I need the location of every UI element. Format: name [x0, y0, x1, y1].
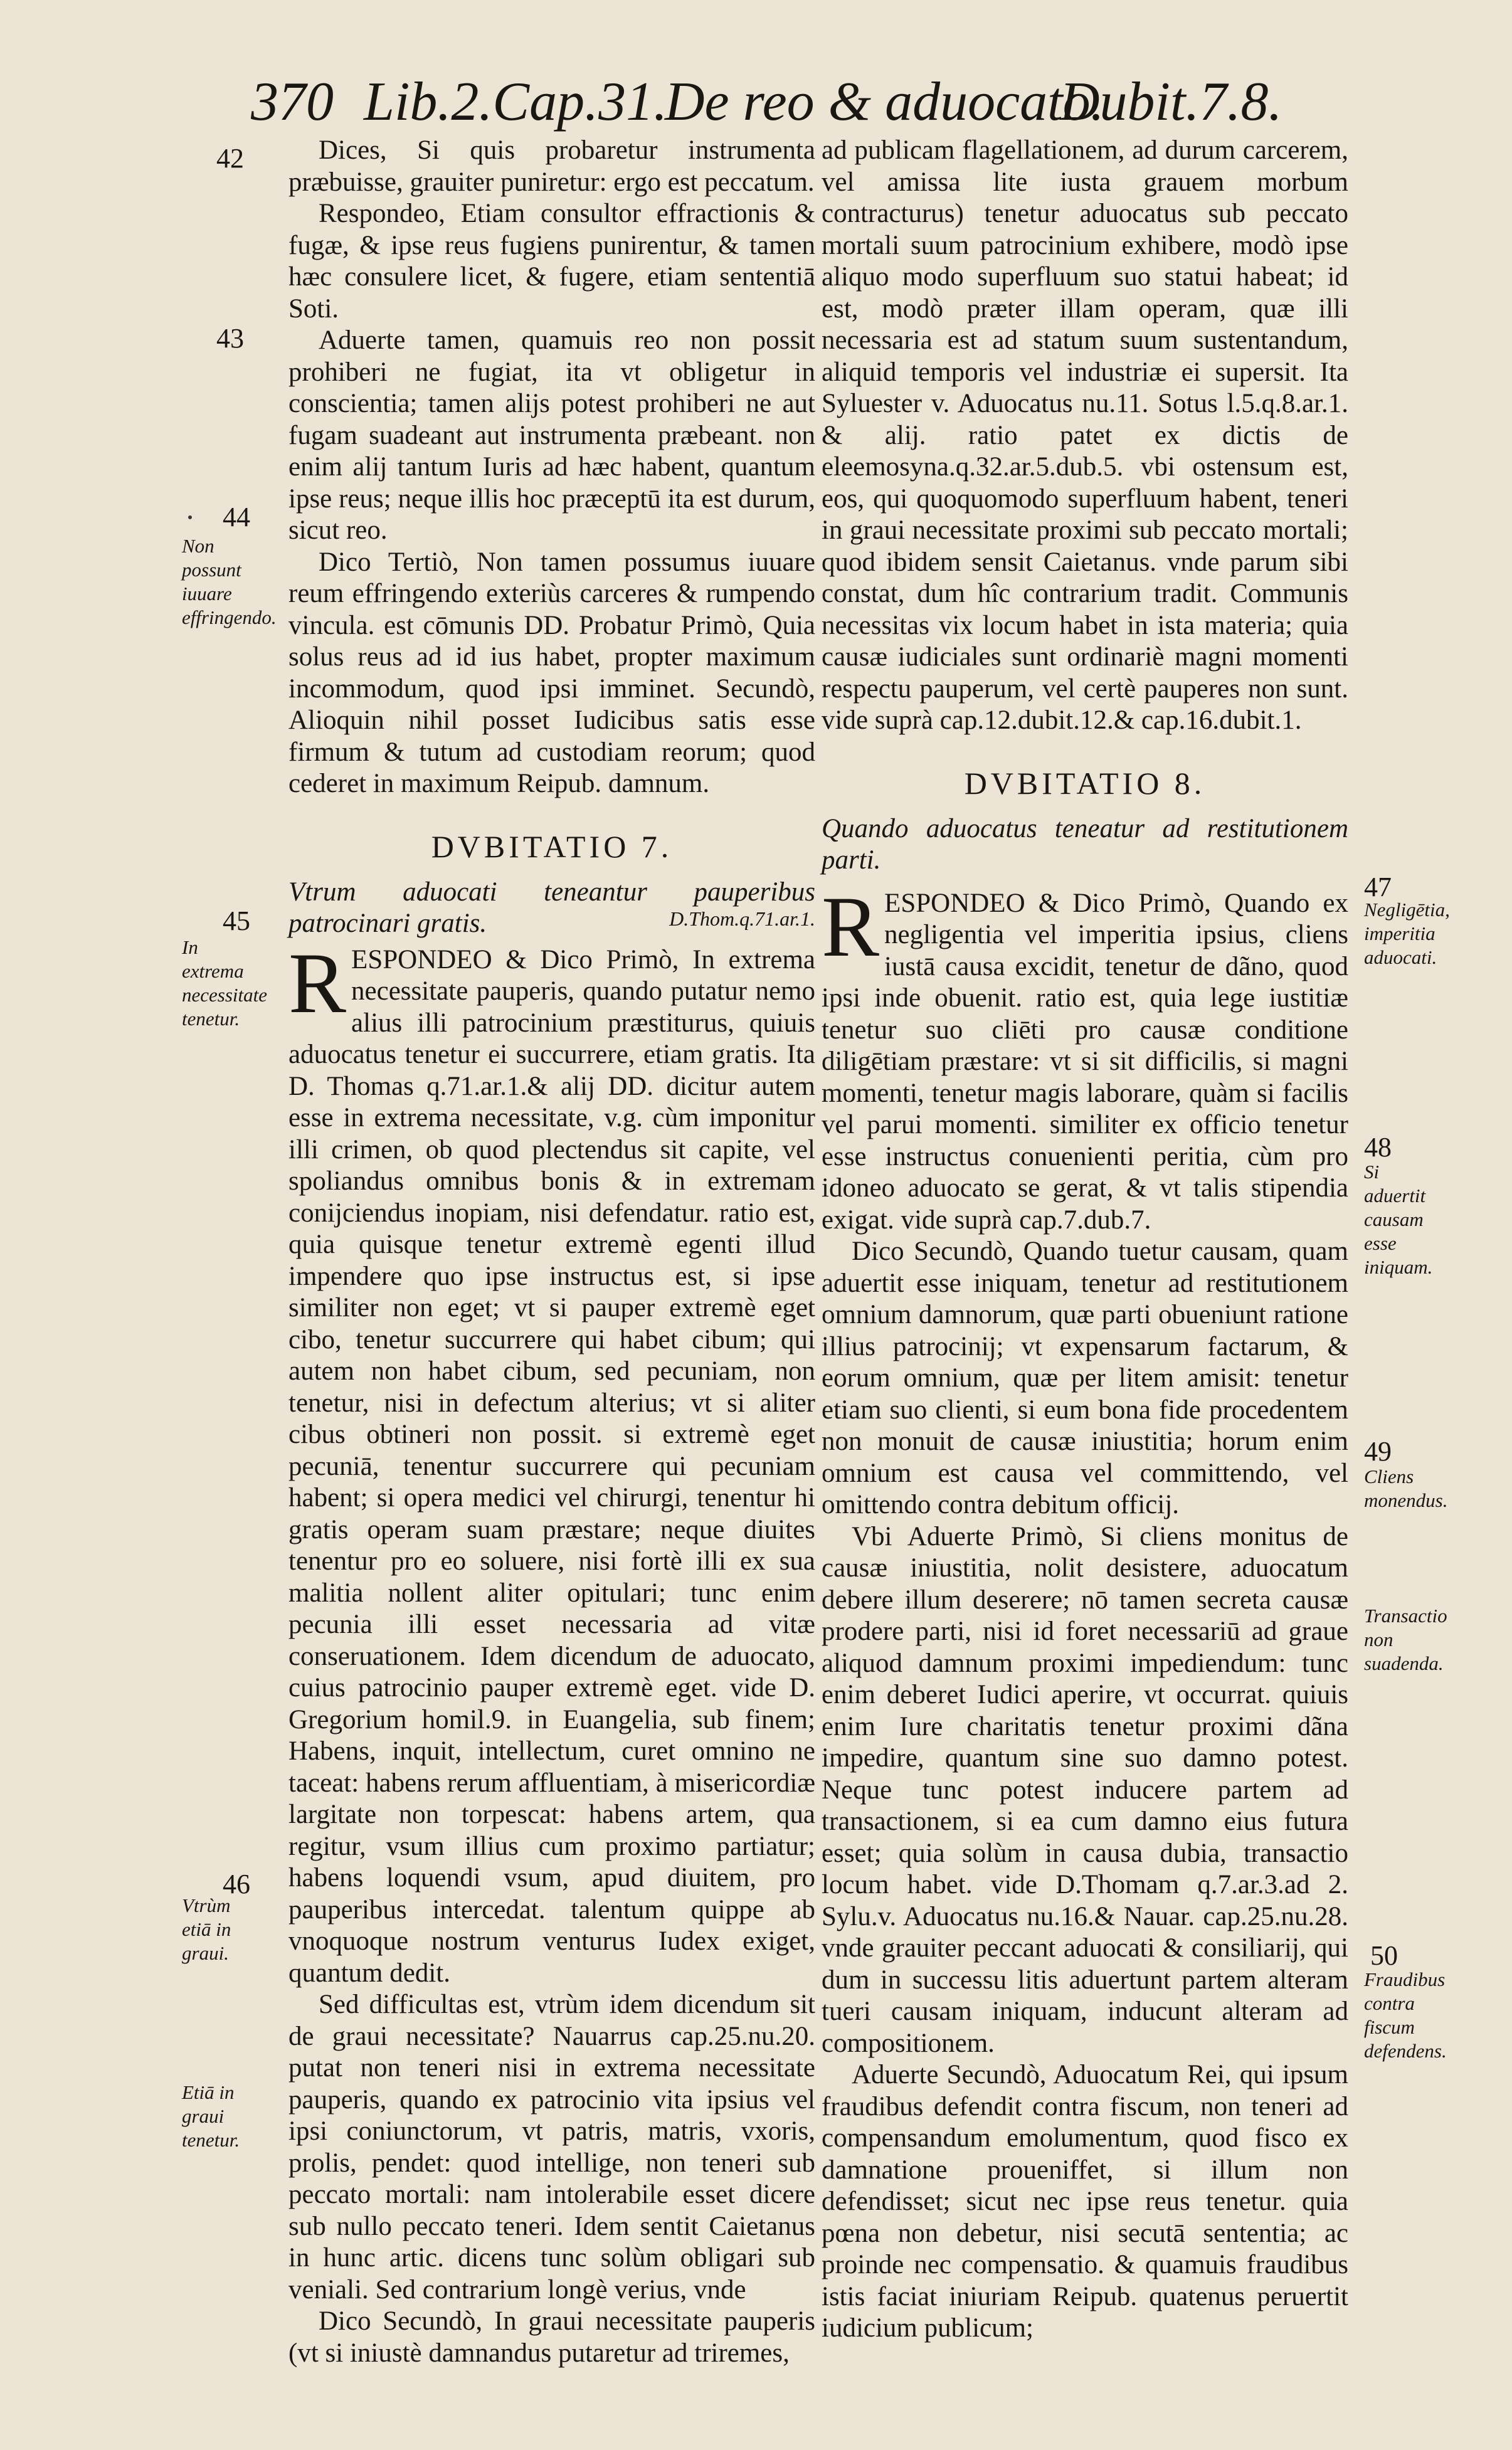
paragraph-46: Sed difficultas est, vtrùm idem dicendum sit de graui necessitate? Nauarrus cap.25.nu.20. putat non teneri nisi in extrema necessitate pauperis, quando ex patrocinio vita ipsius vel ipsi coniunctorum, vt patris, matris, vxoris, prolis, pendet: quod intellige, non teneri sub peccato mortali: nam intolerabile esset dicere sub nullo peccato teneri. Idem sentit Caietanus in hunc artic. dicens tunc solùm obligari sub veniali. Sed contrarium longè verius, vnde	[288, 1990, 815, 2305]
margin-note-46b: Etiā in graui tenetur.	[182, 2081, 240, 2151]
dubitatio-7-heading: DVBITATIO 7.	[431, 828, 673, 864]
margin-note-46: Vtrùm etiā in graui.	[182, 1894, 231, 1964]
margin-number-48: 48	[1364, 1132, 1392, 1163]
paragraph-45: RESPONDEO & Dico Primò, In extrema necessitate pauperis, quando putatur nemo alius illi patrocinium præstiturus, quiuis aduocatus tenetur ei succurrere, etiam gratis. Ita D. Thomas q.71.ar.1.& alij DD. dicitur autem esse in extrema necessitate, v.g. cùm imponitur illi crimen, ob quod plectendus sit capite, vel spoliandus omnibus bonis & in extremam conijciendus inopiam, nisi defendatur. ratio est, quia quisque tenetur extremè egenti illud impendere quo ipse instructus est, si ipse similiter non eget; vt si pauper extremè eget cibo, tenetur succurrere qui habet cibum; qui autem non habet cibum, sed pecuniam, non tenetur, nisi in defectum alterius; vt si aliter cibus obtineri non possit. si extremè eget pecuniā, tenentur succurrere qui pecuniam habent; si opera medici vel chirurgi, tenentur hi gratis operam suam præstare; neque diuites tenentur pro eo soluere, nisi fortè illi ex sua malitia nollent aliter opitulari; tunc enim pecunia illi esset necessaria ad vitæ conseruationem. Idem dicendum de aduocato, cuius patrocinio pauper extremè eget. vide D. Gregorium homil.9. in Euangelia, sub finem; Habens, inquit, intellectum, curet omnino ne taceat: habens rerum affluentiam, à misericordiæ largitate non torpescat: habens artem, qua regitur, vsum illius cum proximo partiatur; habens loquendi vsum, apud diuitem, pro pauperibus intercedat. talentum quippe ab vnoquoque nostrum venturus Iudex exiget, quantum dedit.	[288, 934, 815, 1988]
margin-number-50: 50	[1370, 1940, 1398, 1971]
margin-note-50: Fraudibus contra fiscum defendens.	[1364, 1968, 1447, 2062]
dubitatio-7-reference: D.Thom.q.71.ar.1.	[669, 907, 815, 930]
dubitatio-8-title: Quando aduocatus teneatur ad restitutionem parti.	[822, 813, 1348, 875]
dubitatio-7-title: Vtrum aduocati teneantur pauperibus patrocinari gratis.	[288, 877, 815, 938]
left-column	[288, 135, 815, 2369]
running-header	[251, 68, 1442, 137]
paragraph-43: Aduerte tamen, quamuis reo non possit prohiberi ne fugiat, ita vt obligetur in conscientia; tamen alijs potest prohiberi ne aut fugam suadeant aut instrumenta præbeant. non enim alij tantum Iuris ad hæc habent, quantum ipse reus; neque illis hoc præceptū ita est durum, sicut reo.	[288, 325, 815, 545]
paragraph-47: RESPONDEO & Dico Primò, Quando ex negligentia vel imperitia ipsius, cliens iustā causa excidit, tenetur de dãno, quod ipsi inde obuenit. ratio est, quia lege iustitiæ tenetur suo cliēti pro causæ conditione diligētiam præstare: vt si sit difficilis, si magni momenti, tenetur magis laborare, quàm si facilis vel parui momenti. similiter ex officio tenetur esse instructus conuenienti peritia, cùm pro idoneo aduocato se gerat, & vt talis stipendia exigat. vide suprà cap.7.dub.7.	[822, 878, 1348, 1235]
margin-note-47: Negligētia, imperitia aduocati.	[1364, 899, 1450, 968]
margin-number-43: 43	[216, 323, 244, 354]
margin-number-47: 47	[1364, 872, 1392, 902]
margin-mark	[188, 515, 192, 519]
margin-number-49: 49	[1364, 1436, 1392, 1467]
paragraph-46-dico: Dico Secundò, In graui necessitate pauperis (vt si iniustè damnandus putaretur ad triremes,	[288, 2306, 815, 2368]
paragraph-continued: ad publicam flagellationem, ad durum carcerem, vel amissa lite iusta grauem morbum contracturus) tenetur aduocatus sub peccato mortali suum patrocinium exhibere, modò ipse aliquo modo superfluum suo statui habeat; id est, modò præter illam operam, quæ illi necessaria est ad statum suum sustentandum, aliquid temporis vel industriæ ei supersit. Ita Syluester v. Aduocatus nu.11. Sotus l.5.q.8.ar.1. & alij. ratio patet ex dictis de eleemosyna.q.32.ar.5.dub.5. vbi ostensum est, eos, qui quoquomodo superfluum habent, teneri in graui necessitate proximi sub peccato mortali; quod ibidem sensit Caietanus. vnde parum sibi constat, dum hîc contrarium tradit. Communis necessitas vix locum habet in ista materia; quia causæ iudiciales sunt ordinariè magni momenti respectu pauperum, vel certè pauperes non sunt. vide suprà cap.12.dubit.12.& cap.16.dubit.1.	[822, 135, 1348, 735]
margin-note-49: Cliens monendus.	[1364, 1465, 1448, 1511]
margin-number-46: 46	[223, 1869, 250, 1899]
paragraph-42: Dices, Si quis probaretur instrumenta præbuisse, grauiter puniretur: ergo est peccatum.	[288, 135, 815, 197]
book-chapter: Lib.2.Cap.31.	[364, 71, 668, 132]
margin-note-48: Si aduertit causam esse iniquam.	[1364, 1161, 1433, 1278]
page-number: 370	[251, 71, 334, 132]
paragraph-50: Aduerte Secundò, Aduocatum Rei, qui ipsum fraudibus defendit contra fiscum, non teneri ad compensandum emolumentum, quod fisco ex damnatione proueniffet, si illum non defendisset; sicut nec ipse reus tenetur. quia pœna non debetur, nisi secutā sententia; ac proinde nec compensatio. & quamuis fraudibus istis faciat iniuriam Reipub. quatenus peruertit iudicium publicum;	[822, 2060, 1348, 2343]
margin-note-45: In extrema necessitate tenetur.	[182, 936, 268, 1030]
dubitatio-8-heading: DVBITATIO 8.	[964, 765, 1206, 801]
margin-note-49b: Transactio non suadenda.	[1364, 1605, 1447, 1674]
margin-number-42: 42	[216, 143, 244, 174]
margin-number-45: 45	[223, 906, 250, 936]
margin-number-44: 44	[223, 502, 250, 532]
margin-note-44: Non possunt iuuare effringendo.	[182, 535, 277, 628]
paragraph-42-response: Respondeo, Etiam consultor effractionis & fugæ, & ipse reus fugiens punirentur, & tamen hæc consulere licet, & fugere, etiam sententiā Soti.	[288, 199, 815, 324]
right-column	[822, 135, 1348, 2345]
paragraph-48: Dico Secundò, Quando tuetur causam, quam aduertit esse iniquam, tenetur ad restitutionem omnium damnorum, quæ parti obueniunt ratione illius patrocinij; vt expensarum factarum, & eorum omnium, quæ per litem amisit: tenetur etiam suo clienti, si eum bona fide procedentem non monuit de causæ iniustitia; horum enim omnium est causa vel committendo, vel omittendo contra debitum officij.	[822, 1237, 1348, 1519]
header-topic: De reo & aduocato.	[665, 71, 1104, 132]
paragraph-49: Vbi Aduerte Primò, Si cliens monitus de causæ iniustitia, nolit desistere, aduocatum debere illum deserere; nō tamen secreta causæ prodere parti, nisi id foret necessariū ad graue aliquod damnum proximi impediendum: tunc enim deberet Iudici aperire, vt occurrat. quiuis enim Iure charitatis tenetur proximi dãna impedire, quantum sine suo damno potest. Neque tunc potest inducere partem ad transactionem, si ea cum damno eius futura esset; quia solùm in causa dubia, transactio locum habet. vide D.Thomam q.7.ar.3.ad 2. Sylu.v. Aduocatus nu.16.& Nauar. cap.25.nu.28. vnde grauiter peccant aduocati & consiliarij, qui dum in successu litis aduertunt partem alteram tueri causam iniquam, inducunt alteram ad compositionem.	[822, 1521, 1348, 2058]
paragraph-44: Dico Tertiò, Non tamen possumus iuuare reum effringendo exteriùs carceres & rumpendo vincula. est cōmunis DD. Probatur Primò, Quia solus reus ad id ius habet, propter maximum incommodum, quod ipsi imminet. Secundò, Alioquin nihil posset Iudicibus satis esse firmum & tutum ad custodiam reorum; quod cederet in maximum Reipub. damnum.	[288, 547, 815, 798]
header-dubit: Dubit.7.8.	[1060, 71, 1282, 132]
